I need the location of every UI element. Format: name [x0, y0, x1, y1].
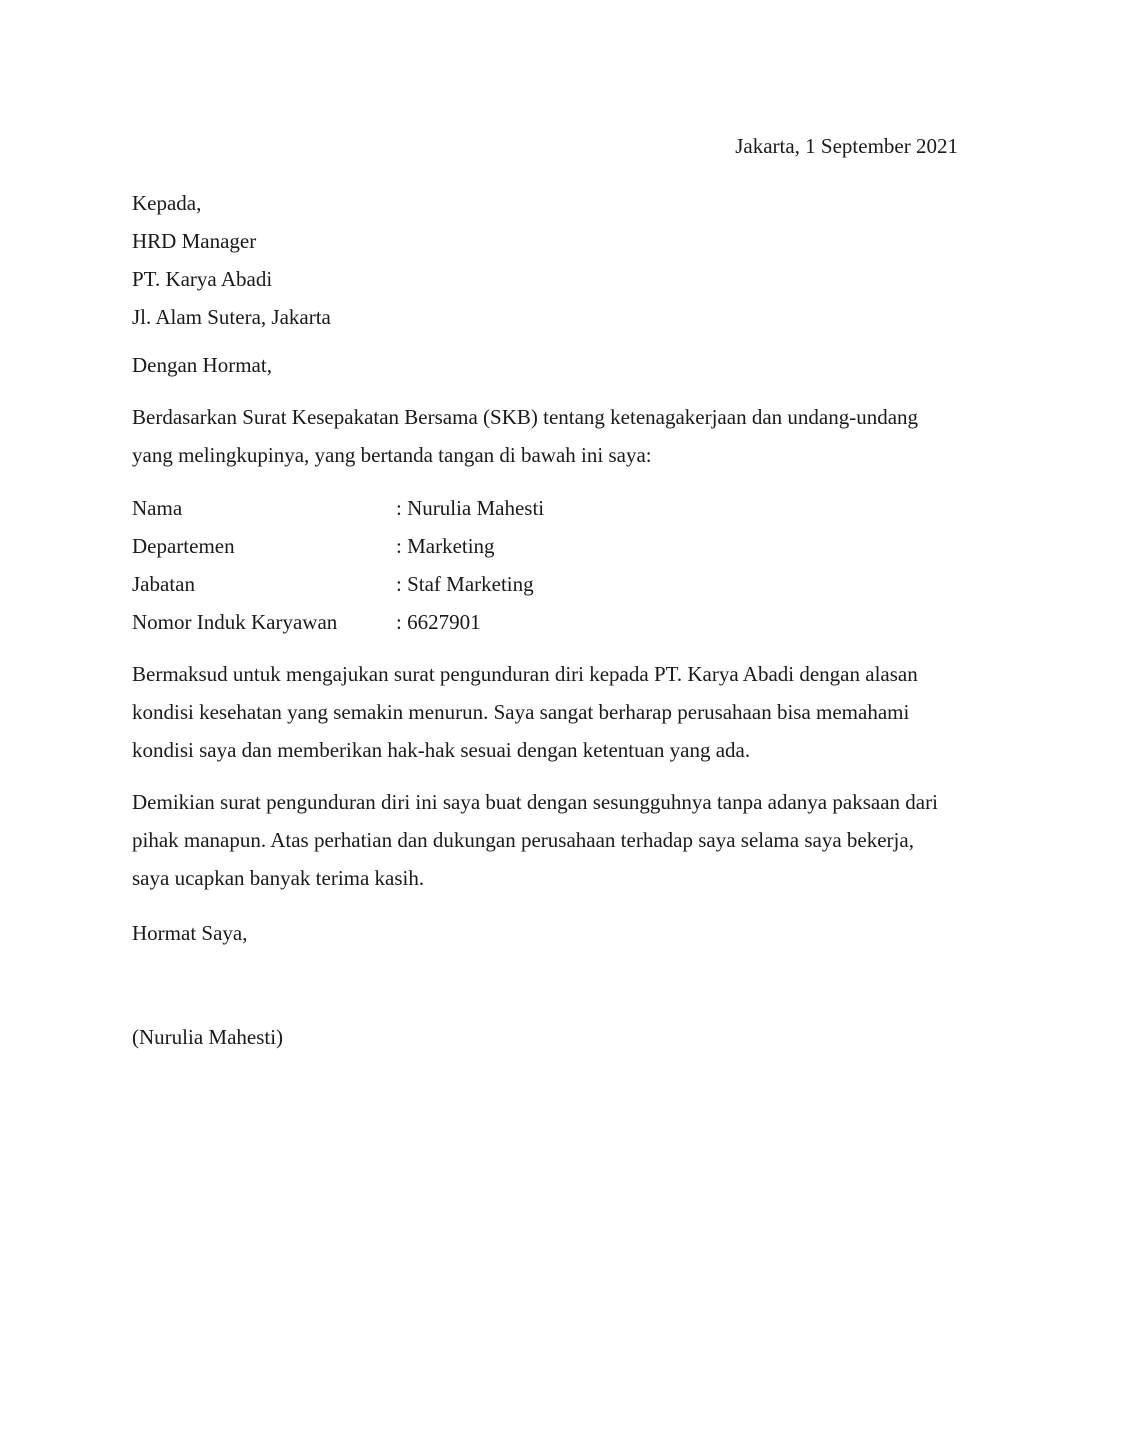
identity-row-department: [132, 527, 544, 565]
body-paragraph: [132, 655, 962, 769]
identity-value: : Marketing: [396, 534, 495, 558]
recipient-company: PT. Karya Abadi: [132, 267, 273, 291]
identity-row-employee-id: [132, 603, 544, 641]
closing-line: pihak manapun. Atas perhatian dan dukungan perusahaan terhadap saya selama saya bekerja,: [132, 828, 914, 852]
identity-row-name: [132, 489, 544, 527]
identity-label: Nama: [132, 496, 183, 520]
identity-value: : Nurulia Mahesti: [396, 496, 545, 520]
body-line: kondisi kesehatan yang semakin menurun. Saya sangat berharap perusahaan bisa memahami: [132, 700, 910, 724]
identity-label: Jabatan: [132, 572, 195, 596]
sign-off: Hormat Saya,: [132, 921, 248, 945]
recipient-block: [132, 184, 331, 336]
identity-label: Departemen: [132, 534, 235, 558]
identity-label: Nomor Induk Karyawan: [132, 610, 338, 634]
identity-value: : 6627901: [396, 610, 481, 634]
intro-line: Berdasarkan Surat Kesepakatan Bersama (SKB) tentang ketenagakerjaan dan undang-undang: [132, 405, 919, 429]
signature-name: (Nurulia Mahesti): [132, 1025, 284, 1049]
letter-date: Jakarta, 1 September 2021: [735, 134, 958, 158]
body-line: kondisi saya dan memberikan hak-hak sesuai dengan ketentuan yang ada.: [132, 738, 751, 762]
intro-paragraph: [132, 398, 962, 474]
closing-line: saya ucapkan banyak terima kasih.: [132, 866, 425, 890]
salutation: Dengan Hormat,: [132, 353, 272, 377]
body-line: Bermaksud untuk mengajukan surat pengunduran diri kepada PT. Karya Abadi dengan alasan: [132, 662, 918, 686]
recipient-address: Jl. Alam Sutera, Jakarta: [132, 305, 331, 329]
recipient-greeting: Kepada,: [132, 191, 202, 215]
recipient-position: HRD Manager: [132, 229, 257, 253]
closing-line: Demikian surat pengunduran diri ini saya buat dengan sesungguhnya tanpa adanya paksaan dari: [132, 790, 938, 814]
identity-row-position: [132, 565, 544, 603]
identity-value: : Staf Marketing: [396, 572, 534, 596]
intro-line: yang melingkupinya, yang bertanda tangan di bawah ini saya:: [132, 443, 652, 467]
closing-paragraph: [132, 783, 962, 897]
identity-table: [132, 489, 544, 641]
